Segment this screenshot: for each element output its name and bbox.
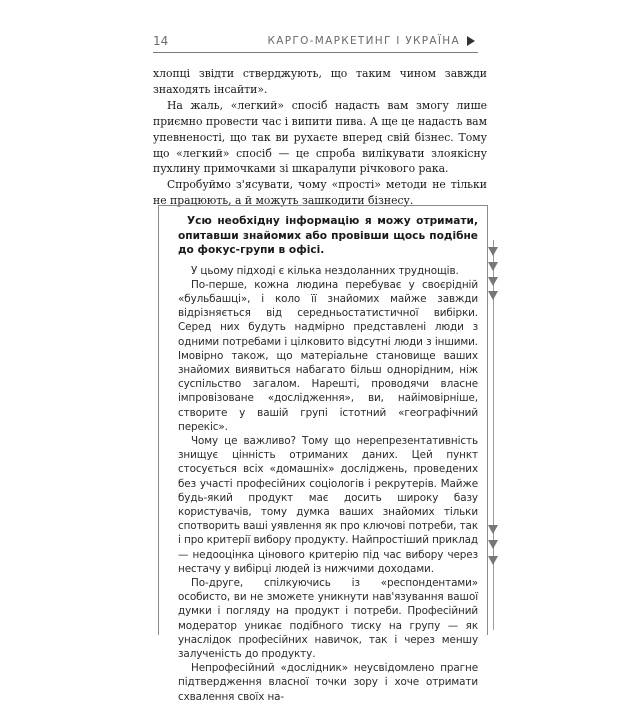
play-triangle-icon (467, 36, 475, 46)
arrow-down-icon (488, 525, 498, 534)
arrow-down-icon (488, 262, 498, 271)
running-header (153, 30, 478, 53)
box-paragraph: По-друге, спілкуючись із «респондентами» особисто, ви не зможете уникнути нав'язування вашої думки і погляду на продукт і потреби. Професійний модератор уникає подібного тиску на групу — як унаслідок професійних навичок, так і через меншу залученість до продукту. (178, 576, 478, 660)
myth-box (158, 205, 488, 703)
box-paragraph: У цьому підході є кілька нездоланних труднощів. (191, 264, 459, 277)
running-title: КАРГО-МАРКЕТИНГ І УКРАЇНА (267, 35, 460, 47)
box-heading: Усю необхідну інформацію я можу отримати, опитавши знайомих або провівши щось подібне до фокус-групи в офісі. (178, 215, 478, 256)
paragraph: хлопці звідти стверджують, що таким чином завжди знаходять інсайти». (153, 67, 487, 96)
arrow-down-icon (488, 277, 498, 286)
page-number: 14 (153, 34, 169, 48)
main-text (153, 66, 487, 209)
arrow-down-icon (488, 556, 498, 565)
box-paragraph: Непрофесійний «дослідник» неусвідомлено прагне підтвердження власної точки зору і хоче отримати схвалення своїх на- (178, 662, 478, 703)
paragraph: Спробуймо з'ясувати, чому «прості» методи не тільки не працюють, а й можуть зашкодити бізнесу. (153, 178, 487, 208)
paragraph: На жаль, «легкий» спосіб надасть вам змогу лише приємно провести час і випити пива. А ще це надасть вам упевненості, що так ви рухаєте вперед свій бізнес. Тому що «легкий» спосіб — це спроба вилікувати злоякісну пухлину примочками зі шкаралупи річкового рака. (153, 98, 487, 176)
arrow-down-icon (488, 540, 498, 549)
arrow-down-icon (488, 291, 498, 300)
box-paragraph: По-перше, кожна людина перебуває у своєрідній «бульбашці», і коло її знайомих майже завжди відрізняється від середньостатистичної вибірки. Серед них будуть надмірно представлені люди з одними потребами і цілковито відсутні люди з іншими. Імовірно також, що матеріальне становище ваших знайомих виявиться набагато більш однорідним, ніж суспільство загалом. Нарешті, проводячи власне імпровізоване «дослідження», ви, найімовірніше, створите у вашій групі істотний «географічний перекіс». (178, 278, 478, 433)
box-body (178, 264, 478, 704)
box-paragraph: Чому це важливо? Тому що нерепрезентативність знищує цінність отриманих даних. Цей пункт стосується всіх «домашніх» досліджень, проведених без участі професійних соціологів і рекрутерів. Майже будь-який продукт має досить широку базу користувачів, тому думка ваших знайомих тільки спотворить ваші уявлення як про ключові потреби, так і про критерії вибору продукту. Найпростіший приклад — недооцінка цінового критерію під час вибору через нестачу у вибірці людей із нижчими доходами. (178, 434, 478, 575)
arrow-down-icon (488, 247, 498, 256)
